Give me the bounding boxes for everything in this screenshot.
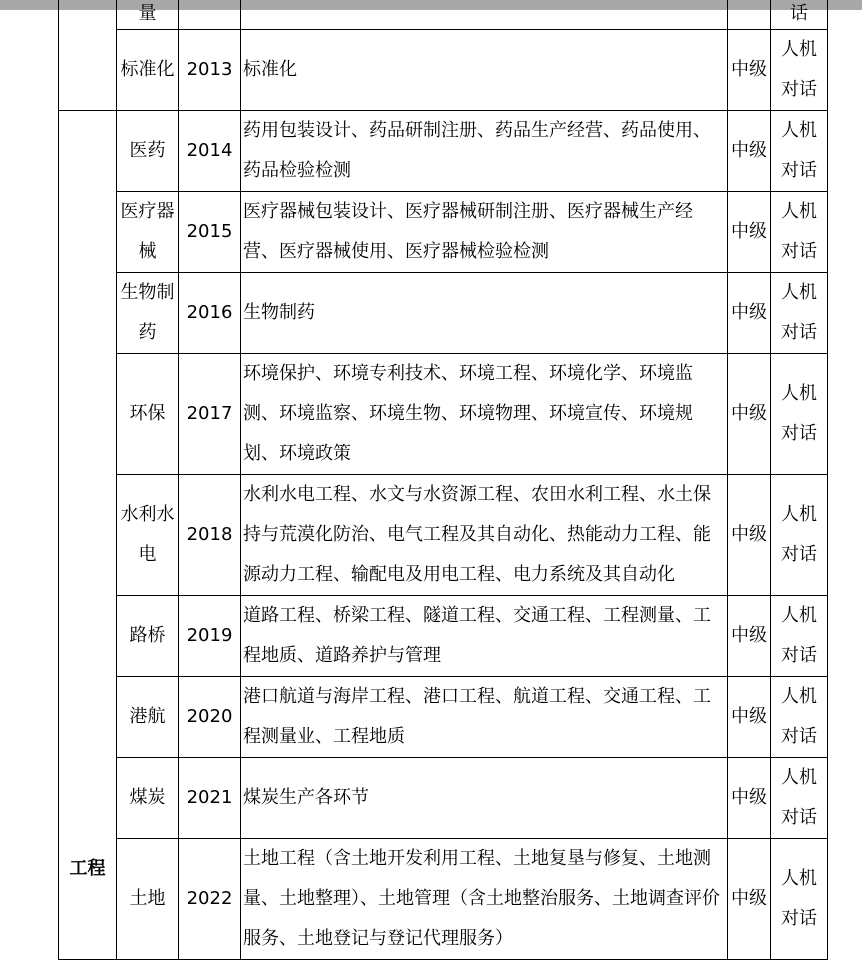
desc-cell: 土地工程（含土地开发利用工程、土地复垦与修复、土地测量、土地整理）、土地管理（含土地整治服务、土地调查评价服务、土地登记与登记代理服务）: [241, 839, 728, 960]
level-cell: 中级: [728, 758, 771, 839]
code-cell: 2019: [179, 596, 241, 677]
document-page: [58, 0, 828, 960]
code-cell: 2022: [179, 839, 241, 960]
mode-cell: 话: [771, 0, 828, 30]
level-cell: [728, 0, 771, 30]
field-cell: 医药: [117, 111, 179, 192]
desc-cell: 医疗器械包装设计、医疗器械研制注册、医疗器械生产经营、医疗器械使用、医疗器械检验检测: [241, 192, 728, 273]
field-cell: 土地: [117, 839, 179, 960]
table-row: [59, 758, 828, 839]
mode-cell: 人机对话: [771, 677, 828, 758]
code-cell: 2015: [179, 192, 241, 273]
table-row: [59, 677, 828, 758]
level-cell: 中级: [728, 111, 771, 192]
mode-cell: 人机对话: [771, 596, 828, 677]
level-cell: 中级: [728, 30, 771, 111]
mode-cell: 人机对话: [771, 30, 828, 111]
desc-cell: 标准化: [241, 30, 728, 111]
mode-cell: 人机对话: [771, 354, 828, 475]
code-cell: 2013: [179, 30, 241, 111]
desc-cell: 环境保护、环境专利技术、环境工程、环境化学、环境监测、环境监察、环境生物、环境物理、环境宣传、环境规划、环境政策: [241, 354, 728, 475]
table-row: [59, 273, 828, 354]
table-row: [59, 475, 828, 596]
field-cell: 路桥: [117, 596, 179, 677]
desc-cell: 港口航道与海岸工程、港口工程、航道工程、交通工程、工程测量业、工程地质: [241, 677, 728, 758]
code-cell: 2014: [179, 111, 241, 192]
code-cell: [179, 0, 241, 30]
desc-cell: [241, 0, 728, 30]
desc-cell: 生物制药: [241, 273, 728, 354]
level-cell: 中级: [728, 596, 771, 677]
field-cell: 生物制药: [117, 273, 179, 354]
level-cell: 中级: [728, 192, 771, 273]
level-cell: 中级: [728, 839, 771, 960]
desc-cell: 煤炭生产各环节: [241, 758, 728, 839]
mode-cell: 人机对话: [771, 839, 828, 960]
field-cell: 煤炭: [117, 758, 179, 839]
field-cell: 标准化: [117, 30, 179, 111]
exam-table: [58, 0, 828, 960]
field-cell: 医疗器械: [117, 192, 179, 273]
code-cell: 2020: [179, 677, 241, 758]
desc-cell: 药用包装设计、药品研制注册、药品生产经营、药品使用、药品检验检测: [241, 111, 728, 192]
code-cell: 2021: [179, 758, 241, 839]
category-cell: 工程: [59, 111, 117, 960]
table-row: [59, 839, 828, 960]
level-cell: 中级: [728, 273, 771, 354]
field-cell: 环保: [117, 354, 179, 475]
table-row: [59, 30, 828, 111]
mode-cell: 人机对话: [771, 758, 828, 839]
desc-cell: 道路工程、桥梁工程、隧道工程、交通工程、工程测量、工程地质、道路养护与管理: [241, 596, 728, 677]
code-cell: 2016: [179, 273, 241, 354]
table-row: [59, 596, 828, 677]
level-cell: 中级: [728, 475, 771, 596]
field-cell: 水利水电: [117, 475, 179, 596]
desc-cell: 水利水电工程、水文与水资源工程、农田水利工程、水土保持与荒漠化防治、电气工程及其自动化、热能动力工程、能源动力工程、输配电及用电工程、电力系统及其自动化: [241, 475, 728, 596]
code-cell: 2018: [179, 475, 241, 596]
table-row: [59, 354, 828, 475]
code-cell: 2017: [179, 354, 241, 475]
category-cell: [59, 0, 117, 111]
table-row: [59, 111, 828, 192]
table-row: [59, 0, 828, 30]
mode-cell: 人机对话: [771, 273, 828, 354]
field-cell: 量: [117, 0, 179, 30]
mode-cell: 人机对话: [771, 192, 828, 273]
level-cell: 中级: [728, 677, 771, 758]
level-cell: 中级: [728, 354, 771, 475]
mode-cell: 人机对话: [771, 475, 828, 596]
mode-cell: 人机对话: [771, 111, 828, 192]
field-cell: 港航: [117, 677, 179, 758]
table-row: [59, 192, 828, 273]
